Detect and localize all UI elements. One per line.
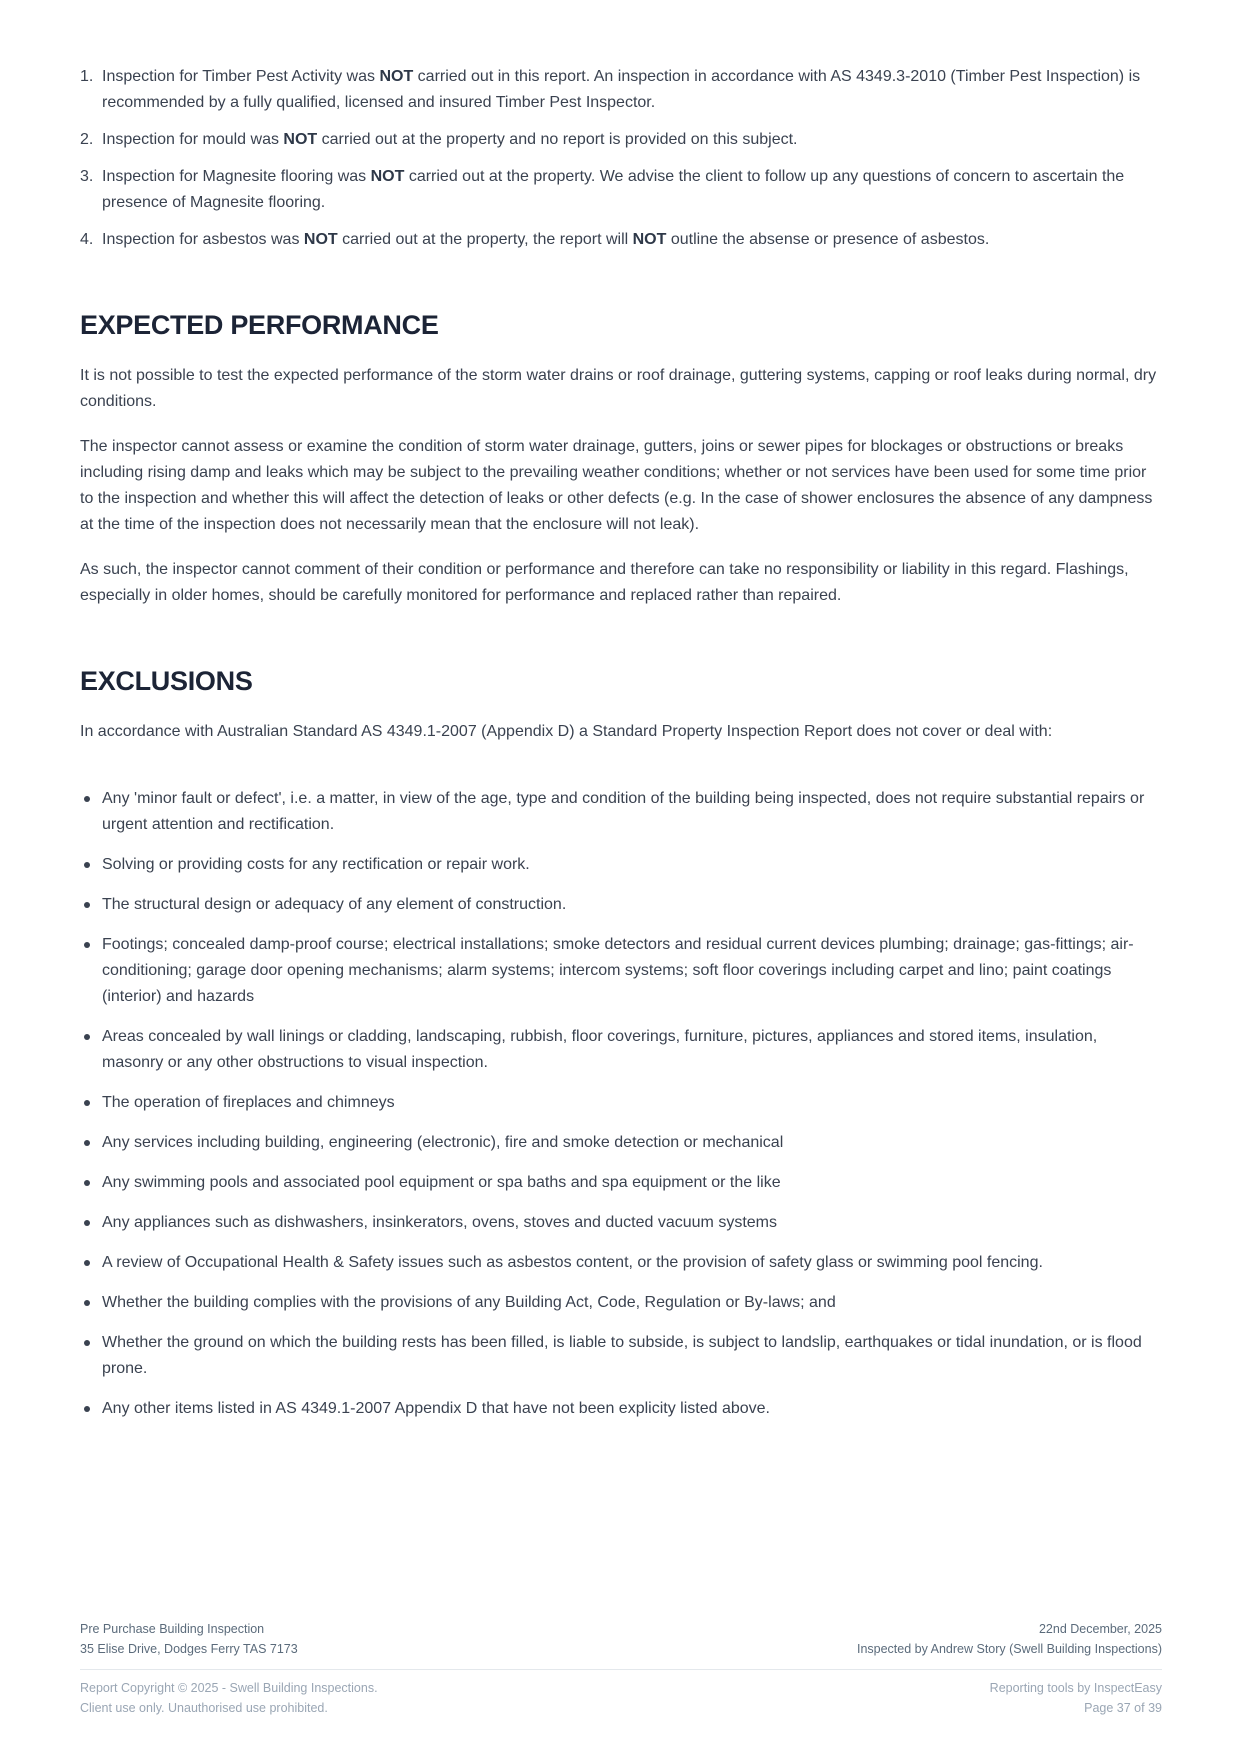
exclusion-item — [80, 1290, 1162, 1316]
notice-item-number: 4. — [80, 231, 94, 248]
not-emphasis: NOT — [283, 131, 318, 148]
bullet-icon — [84, 1300, 90, 1306]
exclusion-item — [80, 1024, 1162, 1076]
notice-item-text: Inspection for mould was NOT carried out at the property and no report is provided on this subject. — [102, 131, 798, 148]
expected-performance-heading: EXPECTED PERFORMANCE — [80, 310, 439, 340]
footer-page-indicator: Page 37 of 39 — [1084, 1700, 1162, 1715]
exclusion-item-text: Footings; concealed damp-proof course; electrical installations; smoke detectors and residual current devices plumbing; drainage; gas-fittings; air-conditioning; garage door opening mechanisms; alarm systems; intercom systems; soft floor coverings including carpet and lino; paint coatings (interior) and hazards — [102, 936, 1134, 1005]
bullet-icon — [84, 1220, 90, 1226]
not-emphasis: NOT — [632, 231, 667, 248]
exclusion-item — [80, 1250, 1162, 1276]
footer-inspection-info — [857, 1620, 1162, 1659]
footer-meta — [990, 1679, 1162, 1718]
exclusion-item-text: Any swimming pools and associated pool equipment or spa baths and spa equipment or the like — [102, 1174, 781, 1191]
bullet-icon — [84, 1100, 90, 1106]
exclusion-item-text: Any appliances such as dishwashers, insinkerators, ovens, stoves and ducted vacuum systems — [102, 1214, 777, 1231]
notice-item-text: Inspection for Timber Pest Activity was NOT carried out in this report. An inspection in accordance with AS 4349.3-2010 (Timber Pest Inspection) is recommended by a fully qualified, licensed and insured Timber Pest Inspector. — [102, 68, 1141, 111]
exclusion-item-text: Any other items listed in AS 4349.1-2007 Appendix D that have not been explicity listed above. — [102, 1400, 770, 1417]
footer-report-title: Pre Purchase Building Inspection — [80, 1622, 265, 1636]
exclusions-heading: EXCLUSIONS — [80, 666, 253, 696]
exclusion-item — [80, 1396, 1162, 1422]
exclusion-item — [80, 892, 1162, 918]
bullet-icon — [84, 1034, 90, 1040]
inspection-notice-list — [80, 64, 1162, 253]
notice-item-mould — [80, 127, 1162, 153]
exclusion-item — [80, 786, 1162, 838]
bullet-icon — [84, 1260, 90, 1266]
exclusion-item — [80, 932, 1162, 1010]
not-emphasis: NOT — [303, 231, 338, 248]
exclusion-item — [80, 1130, 1162, 1156]
not-emphasis: NOT — [370, 168, 405, 185]
bullet-icon — [84, 1340, 90, 1346]
footer-inspection-date: 22nd December, 2025 — [1038, 1622, 1162, 1636]
not-emphasis: NOT — [379, 68, 414, 85]
notice-item-text: Inspection for Magnesite flooring was NOT carried out at the property. We advise the client to follow up any questions of concern to ascertain the presence of Magnesite flooring. — [102, 168, 1125, 211]
footer-tools-line: Reporting tools by InspectEasy — [989, 1681, 1162, 1695]
notice-item-number: 2. — [80, 131, 94, 148]
footer-property-address: 35 Elise Drive, Dodges Ferry TAS 7173 — [80, 1641, 298, 1656]
expected-performance-paragraph: It is not possible to test the expected performance of the storm water drains or roof drainage, guttering systems, capping or roof leaks during normal, dry conditions. — [80, 367, 1157, 410]
notice-item-timber-pest — [80, 64, 1162, 116]
notice-item-number: 3. — [80, 168, 94, 185]
notice-item-text: Inspection for asbestos was NOT carried out at the property, the report will NOT outline the absense or presence of asbestos. — [102, 231, 990, 248]
exclusion-item — [80, 1090, 1162, 1116]
bullet-icon — [84, 1140, 90, 1146]
footer-info-row — [80, 1620, 1162, 1659]
footer-inspected-by: Inspected by Andrew Story (Swell Building Inspections) — [856, 1641, 1162, 1656]
exclusion-item-text: Any 'minor fault or defect', i.e. a matter, in view of the age, type and condition of the building being inspected, does not require substantial repairs or urgent attention and rectification. — [102, 790, 1145, 833]
exclusion-item-text: The operation of fireplaces and chimneys — [102, 1094, 395, 1111]
footer-report-info — [80, 1620, 298, 1659]
bullet-icon — [84, 1406, 90, 1412]
expected-performance-paragraph: As such, the inspector cannot comment of their condition or performance and therefore can take no responsibility or liability in this regard. Flashings, especially in older homes, should be carefully monitored for performance and replaced rather than repaired. — [80, 561, 1129, 604]
exclusion-item-text: Solving or providing costs for any rectification or repair work. — [102, 856, 530, 873]
notice-item-asbestos — [80, 227, 1162, 253]
bullet-icon — [84, 796, 90, 802]
exclusion-item-text: A review of Occupational Health & Safety issues such as asbestos content, or the provision of safety glass or swimming pool fencing. — [102, 1254, 1043, 1271]
footer-copyright-line: Report Copyright © 2025 - Swell Building Inspections. — [80, 1681, 378, 1695]
notice-item-number: 1. — [80, 68, 94, 85]
exclusions-bullet-list — [80, 786, 1162, 1422]
exclusion-item — [80, 1330, 1162, 1382]
bullet-icon — [84, 1180, 90, 1186]
exclusion-item — [80, 1210, 1162, 1236]
exclusion-item-text: The structural design or adequacy of any element of construction. — [102, 896, 567, 913]
exclusion-item-text: Areas concealed by wall linings or cladding, landscaping, rubbish, floor coverings, furniture, pictures, appliances and stored items, insulation, masonry or any other obstructions to visual inspection. — [102, 1028, 1098, 1071]
footer-copyright — [80, 1679, 378, 1718]
expected-performance-paragraph: The inspector cannot assess or examine the condition of storm water drainage, gutters, joins or sewer pipes for blockages or obstructions or breaks including rising damp and leaks which may be subject to the prevailing weather conditions; whether or not services have been used for some time prior to the inspection and whether this will affect the detection of leaks or other defects (e.g. In the case of shower enclosures the absence of any dampness at the time of the inspection does not necessarily mean that the enclosure will not leak). — [80, 438, 1153, 533]
footer-legal-row — [80, 1679, 1162, 1718]
footer-divider — [80, 1669, 1162, 1670]
bullet-icon — [84, 862, 90, 868]
exclusion-item-text: Any services including building, engineering (electronic), fire and smoke detection or mechanical — [102, 1134, 784, 1151]
exclusion-item-text: Whether the building complies with the provisions of any Building Act, Code, Regulation or By-laws; and — [102, 1294, 836, 1311]
exclusion-item — [80, 852, 1162, 878]
exclusion-item-text: Whether the ground on which the building rests has been filled, is liable to subside, is subject to landslip, earthquakes or tidal inundation, or is flood prone. — [102, 1334, 1142, 1377]
exclusions-intro: In accordance with Australian Standard AS 4349.1-2007 (Appendix D) a Standard Property Inspection Report does not cover or deal with: — [80, 723, 1053, 740]
notice-item-magnesite — [80, 164, 1162, 216]
exclusion-item — [80, 1170, 1162, 1196]
footer-client-use-line: Client use only. Unauthorised use prohibited. — [80, 1700, 328, 1715]
bullet-icon — [84, 942, 90, 948]
bullet-icon — [84, 902, 90, 908]
page-footer — [80, 1620, 1162, 1718]
